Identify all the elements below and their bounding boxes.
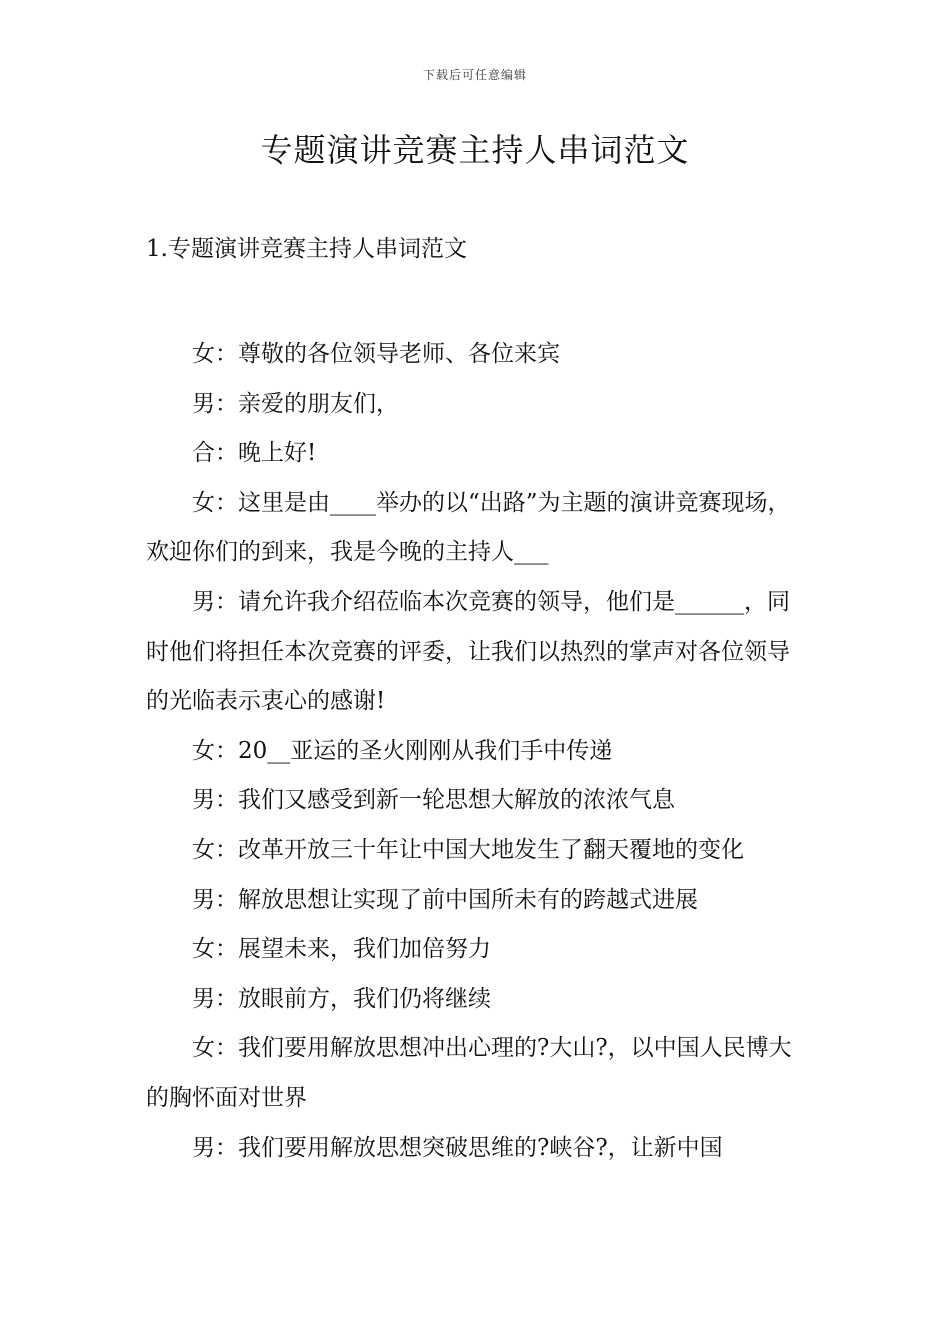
paragraph: 男：我们又感受到新一轮思想大解放的浓浓气息 xyxy=(192,787,675,814)
section-heading: 1.专题演讲竞赛主持人串词范文 xyxy=(146,236,467,262)
document-body xyxy=(146,330,808,1173)
paragraph: 女：20__亚运的圣火刚刚从我们手中传递 xyxy=(192,737,613,764)
paragraph: 男：我们要用解放思想突破思维的?峡谷?，让新中国 xyxy=(192,1134,723,1161)
header-note: 下载后可任意编辑 xyxy=(422,68,527,82)
document-title: 专题演讲竞赛主持人串词范文 xyxy=(260,131,690,169)
paragraph: 女：尊敬的各位领导老师、各位来宾 xyxy=(192,341,560,367)
paragraph: 女：改革开放三十年让中国大地发生了翻天覆地的变化 xyxy=(192,836,744,863)
paragraph: 男：亲爱的朋友们， xyxy=(192,390,399,417)
paragraph: 男：请允许我介绍莅临本次竞赛的领导，他们是______，同时他们将担任本次竞赛的评委，让我们以热烈的掌声对各位领导的光临表示衷心的感谢! xyxy=(146,588,790,715)
paragraph: 男：解放思想让实现了前中国所未有的跨越式进展 xyxy=(192,886,698,913)
paragraph: 男：放眼前方，我们仍将继续 xyxy=(192,985,491,1012)
paragraph: 女：我们要用解放思想冲出心理的?大山?，以中国人民博大的胸怀面对世界 xyxy=(146,1035,792,1111)
paragraph: 女：展望未来，我们加倍努力 xyxy=(192,936,491,963)
paragraph: 女：这里是由____举办的以“出路”为主题的演讲竞赛现场，欢迎你们的到来，我是今晚的主持人___ xyxy=(146,489,791,566)
paragraph: 合：晚上好! xyxy=(192,440,317,467)
